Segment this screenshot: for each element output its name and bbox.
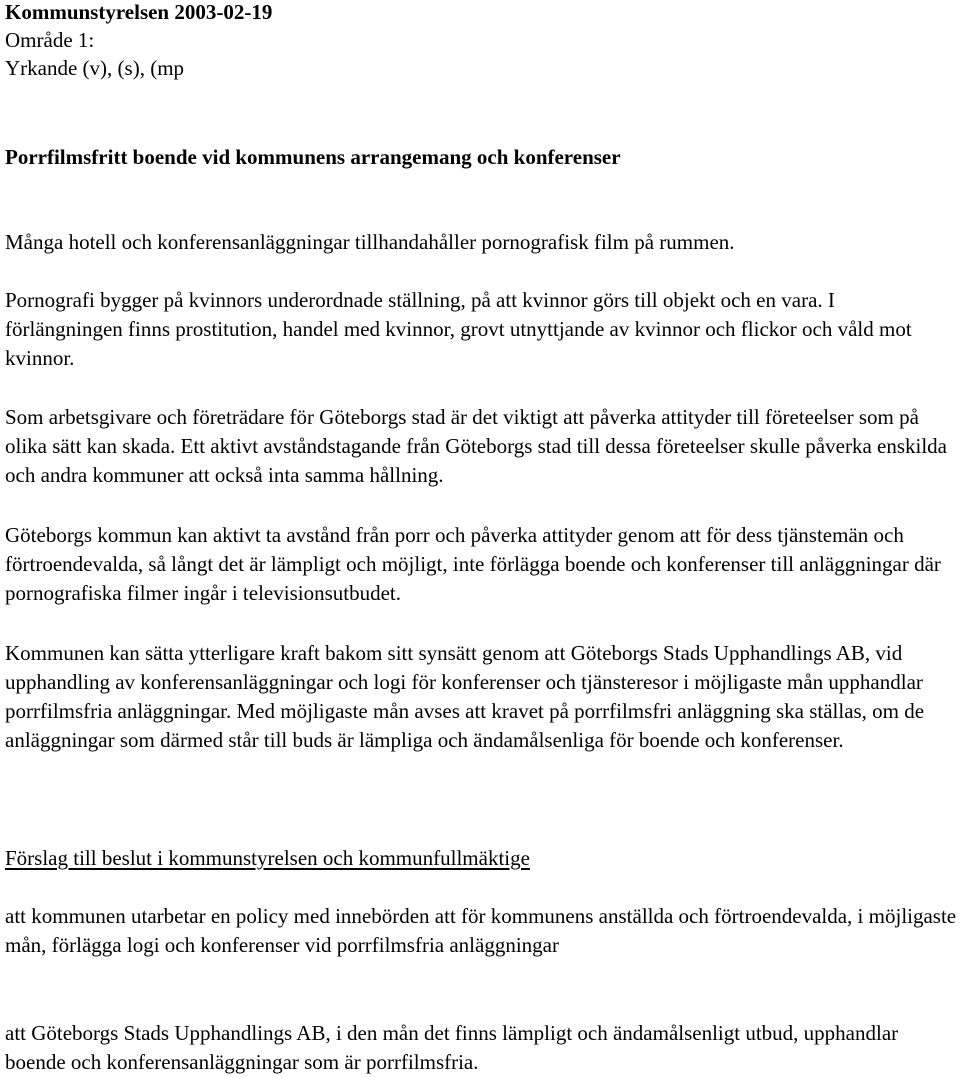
proposal-item-policy: att kommunen utarbetar en policy med innebörden att för kommunens anställda och förtroendevalda, i möjligaste mån, förlägga logi och konferenser vid porrfilmsfria anläggningar [5,904,957,957]
paragraph-hotels: Många hotell och konferensanläggningar tillhandahåller pornografisk film på rummen. [5,230,735,254]
proposal-item-procurement: att Göteborgs Stads Upphandlings AB, i den mån det finns lämpligt och ändamålsenligt utbud, upphandlar boende och konferensanläggningar som är porrfilmsfria. [5,1021,899,1074]
header-org-date: Kommunstyrelsen 2003-02-19 [5,0,273,24]
paragraph-employer: Som arbetsgivare och företrädare för Göteborgs stad är det viktigt att påverka attityder till företeelser som på olika sätt kan skada. Ett aktivt avståndstagande från Göteborgs stad till dessa företeelser skulle påverka enskilda och andra kommuner att också inta samma hållning. [5,405,947,487]
paragraph-pornography: Pornografi bygger på kvinnors underordnade ställning, på att kvinnor görs till objekt och en vara. I förlängningen finns prostitution, handel med kvinnor, grovt utnyttjande av kvinnor och flickor och våld mot kvinnor. [5,288,912,370]
paragraph-procurement: Kommunen kan sätta ytterligare kraft bakom sitt synsätt genom att Göteborgs Stads Upphandlings AB, vid upphandling av konferensanläggningar och logi för konferenser och tjänsteresor i möjligaste mån upphandlar porrfilmsfria anläggningar. Med möjligaste mån avses att kravet på porrfilmsfri anläggning ska ställas, om de anläggningar som därmed står till buds är lämpliga och ändamålsenliga för boende och konferenser. [5,641,925,752]
header-area: Område 1: [5,28,95,52]
header-claim: Yrkande (v), (s), (mp [5,56,185,80]
document-title: Porrfilmsfritt boende vid kommunens arrangemang och konferenser [5,145,621,169]
paragraph-municipality: Göteborgs kommun kan aktivt ta avstånd från porr och påverka attityder genom att för dess tjänstemän och förtroendevalda, så långt det är lämpligt och möjligt, inte förlägga boende och konferenser till anläggningar där pornografiska filmer ingår i televisionsutbudet. [5,523,941,605]
proposal-heading: Förslag till beslut i kommunstyrelsen och kommunfullmäktige [5,846,530,870]
document-header [5,0,272,82]
